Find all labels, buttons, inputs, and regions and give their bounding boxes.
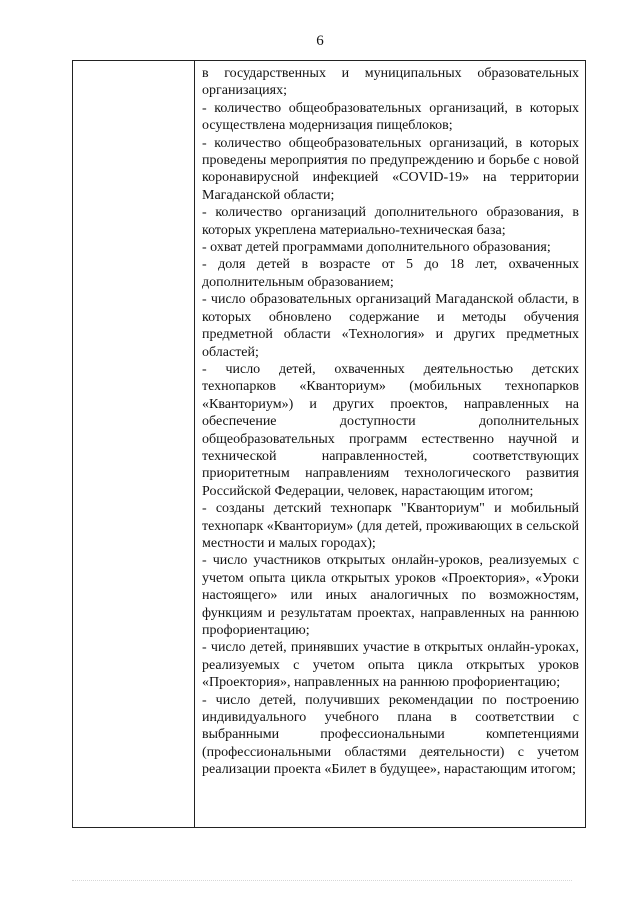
list-item: - доля детей в возрасте от 5 до 18 лет, охваченных дополнительным образованием; <box>202 257 579 290</box>
list-item: - число детей, получивших рекомендации по построению индивидуального учебного плана в соответствии с выбранными профессиональными компетенциями (профессиональными областями деятельности) с учетом реализации проекта «Билет в будущее», нарастающим итогом; <box>202 692 579 778</box>
list-item: - созданы детский технопарк "Кванториум" и мобильный технопарк «Кванториум» (для детей, проживающих в сельской местности и малых городах); <box>202 501 579 551</box>
list-item: - количество организаций дополнительного образования, в которых укреплена материально-техническая база; <box>202 205 579 238</box>
table-cell-right <box>195 61 586 828</box>
list-item: - количество общеобразовательных организаций, в которых осуществлена модернизация пищеблоков; <box>202 100 579 134</box>
list-item: - число детей, принявших участие в открытых онлайн-уроках, реализуемых с учетом опыта цикла открытых уроков «Проектория», направленных на раннюю профориентацию; <box>202 640 579 691</box>
list-item: - число образовательных организаций Магаданской области, в которых обновлено содержание и методы обучения предметной области «Технология» и других предметных областей; <box>202 292 579 360</box>
list-item: - охват детей программами дополнительного образования; <box>202 240 551 256</box>
indicators-list <box>202 65 579 779</box>
list-item: в государственных и муниципальных образовательных организациях; <box>202 66 579 99</box>
list-item: - число детей, охваченных деятельностью детских технопарков «Кванториум» (мобильных технопарков «Кванториум») и других проектов, направленных на обеспечение доступности дополнительных общеобразовательных программ естественно научной и технической направленностей, соответствующих приоритетным направлениям технологического развития Российской Федерации, человек, нарастающим итогом; <box>202 361 579 499</box>
list-item: - количество общеобразовательных организаций, в которых проведены мероприятия по предупреждению и борьбе с новой коронавирусной инфекцией «COVID-19» на территории Магаданской области; <box>202 135 579 203</box>
table-row <box>73 61 586 828</box>
page-number: 6 <box>316 33 324 49</box>
list-item: - число участников открытых онлайн-уроков, реализуемых с учетом опыта цикла открытых уроков «Проектория», «Уроки настоящего» или иных аналогичных по возможностям, функциям и результатам проектах, направленных на раннюю профориентацию; <box>202 553 579 638</box>
scan-artifact-line <box>72 880 572 881</box>
indicators-table <box>72 60 586 828</box>
table-cell-left <box>73 61 195 828</box>
